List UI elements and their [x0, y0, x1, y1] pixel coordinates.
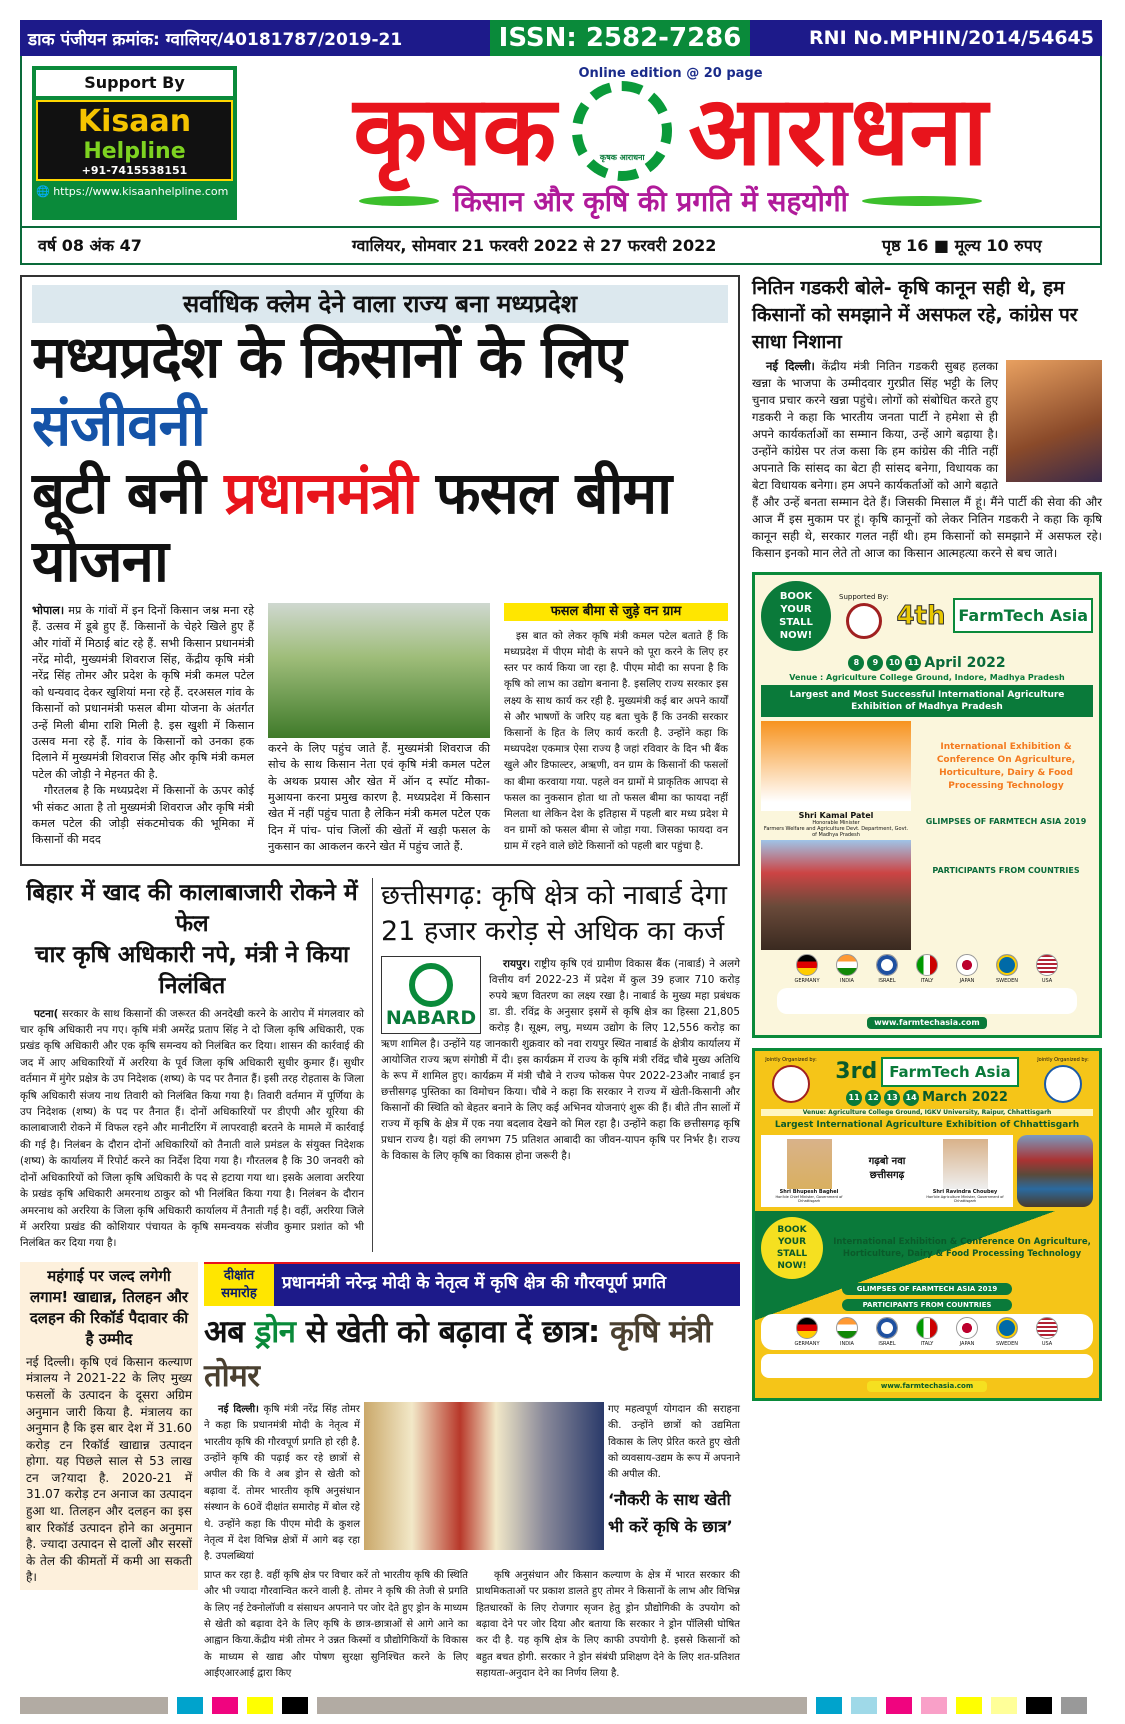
israel-flag-icon — [876, 954, 898, 976]
color-swatch — [886, 1697, 912, 1714]
nabard-emblem-icon — [409, 963, 453, 1007]
gadkari-body-text: केंद्रीय मंत्री नितिन गडकरी सुबह हलका खन्ना के भाजपा के उम्मीदवार गुरप्रीत सिंह भट्टी के लिए चुनाव प्रचार करने खन्ना पहुंचे। लोगों को संबोधित करते हुए गडकरी ने कहा कि भारतीय जनता पार्टी ने हमेशा से ही अपने कार्यकर्ताओं का सम्मान किया, उन्हें आगे बढ़ाया है। उन्होंने कांग्रेस पर तंज कसा कि हम कांग्रेस की नीति नहीं अपनाते कि सांसद का बेटा ही सांसद बनेगा, विधायक का बेटा विधायक बनेगा। हम अपने कार्यकर्ताओं को आगे बढ़ाते हैं और उन्हें बनता सम्मान देते हैं। जिसकी मिसाल मैं हूं। मैंने पार्टी की सेवा की और आज मैं इस मुकाम पर हूं। कृषि कानूनों को लेकर नितिन गडकरी ने कहा कि कृषि कानून सही थे, सरकार गलत नहीं थी। हम किसानों को समझाने में असफल रहे। किसान इनको मान लेते तो आज का किसान आत्महत्या करने से बच जाते। — [752, 358, 1102, 560]
farmtech-logo: FarmTech Asia — [953, 598, 1093, 633]
date-badge: 10 — [886, 655, 902, 671]
lead-dateline: भोपाल। — [32, 603, 65, 617]
print-color-bar — [20, 1697, 1105, 1714]
jointly-organized-label: Jointly Organized by: — [1037, 1056, 1089, 1063]
organizer-strip — [761, 1354, 1093, 1378]
japan-flag-icon — [956, 1317, 978, 1339]
date-badge: 13 — [884, 1090, 900, 1106]
bihar-dateline: पटना( — [34, 1007, 59, 1020]
nabard-dateline: रायपुर। — [503, 957, 531, 970]
year-issue: वर्ष 08 अंक 47 — [38, 236, 142, 256]
headline-text: अब — [204, 1313, 255, 1350]
farmtech-asia-raipur-ad[interactable] — [752, 1048, 1102, 1401]
headline-text: से खेती को बढ़ावा दें छात्र: — [295, 1313, 611, 1350]
farmtech-asia-indore-ad[interactable] — [752, 572, 1102, 1038]
convocation-body-left-text: कृषि मंत्री नरेंद्र सिंह तोमर ने कहा कि प्रधानमंत्री मोदी के नेतृत्व में भारतीय कृषि की गौरवपूर्ण प्रगति हो रही है. उन्होंने कृषि की पढ़ाई कर रहे छात्रों से अपील की कि वे अब ड्रोन से खेती को बढ़ावा दें. तोमर भारतीय कृषि अनुसंधान संस्थान के 60वें दीक्षांत समारोह में बोल रहे थे. उन्होंने कहा कि पीएम मोदी के कुशल नेतृत्व में देश विभिन्न क्षेत्रों में आगे बढ़ रहा है. उपलब्धियां — [204, 1403, 360, 1563]
support-by-label: Support By — [36, 70, 233, 96]
tagline: किसान और कृषि की प्रगति में सहयोगी — [453, 184, 848, 218]
leaders-panel — [761, 1135, 1013, 1207]
country-name: USA — [1041, 1340, 1053, 1347]
exhibition-description: International Exhibition & Conference On Agriculture, Horticulture, Dairy & Food Processing Technology — [833, 1236, 1091, 1259]
dept-text: Farmers Welfare and Agriculture Devt. Department, Govt. of Madhya Pradesh — [763, 825, 909, 838]
rni-number: RNI No.MPHIN/2014/54645 — [809, 27, 1094, 49]
online-edition-note: Online edition @ 20 page — [578, 66, 763, 81]
sweden-flag-icon — [996, 1317, 1018, 1339]
headline-text: फसल बीमा योजना — [32, 458, 672, 595]
convocation-body-right: गए महत्वपूर्ण योगदान की सराहना की. उन्होंने छात्रों को उद्यमिता विकास के लिए प्रेरित करते हुए खेती को व्यवसाय-उद्यम के रूप में अपनाने की अपील की. — [608, 1403, 740, 1481]
gadkari-dateline: नई दिल्ली। — [766, 358, 815, 373]
bihar-body-text: सरकार के साथ किसानों की जरूरत की अनदेखी करने के आरोप में मंगलवार को चार कृषि अधिकारी नप गए। कृषि मंत्री अमरेंद्र प्रताप सिंह ने दो जिला कृषि अधिकारी, एक प्रखंड कृषि अधिकारी और एक कृषि समन्वय को निलंबित कर दिया। शासन की कार्रवाई की जद में आए अधिकारियों में अररिया के पूर्व जिला कृषि अधिकारी सुधीर कुमार हैं। सुधीर वर्तमान में मुंगेर प्रक्षेत्र के उप निदेशक (शष्य) के पद पर तैनात हैं। इसी तरह रोहतास के जिला कृषि अधिकारी संजय नाथ तिवारी को निलंबित किया गया है। तिवारी वर्तमान में पूर्णिया के उप निदेशक (शष्य) के पद पर तैनात हैं। दोनों अधिकारियों पर डीएपी और यूरिया की कालाबाजारी रोकने में विफल रहने और मानीटरिंग में लापरवाही बरतने के मामले में कार्रवाई की गई है। निलंबन के दौरान दोनों अधिकारियों को तैनाती वाले प्रमंडल के संयुक्त निदेशक (शष्य) के कार्यालय में रिपोर्ट करने का निर्देश दिया गया है। गौरतलब है कि 30 जनवरी को दोनों अधिकारियों को जिला कृषि अधिकारी के पद से हटाया गया था। इसके अलावा अररिया के प्रखंड कृषि अधिकारी अमरनाथ ठाकुर को भी निलंबित किया गया है। निलंबन के दौरान अमरनाथ को अररिया के जिला कृषि अधिकारी कार्यालय में तैनाती गई है। वहीं, अररिया जिले में अररिया प्रखंड की कोशियार पंचायत के कृषि समन्वयक संजीव कुमार प्रशांत को भी निलंबित कर दिया गया है। — [20, 1007, 364, 1250]
bihar-story — [20, 878, 372, 1252]
country-name: INDIA — [840, 1340, 854, 1347]
logo-helpline: Helpline — [83, 139, 186, 164]
lead-story — [20, 275, 740, 866]
convocation-banner — [204, 1262, 740, 1306]
person-name: Shri Kamal Patel — [798, 810, 874, 820]
lead-column-2: करने के लिए पहुंच जाते हैं. मुख्यमंत्री शिवराज की सोच के साथ किसान नेता एवं कृषि मंत्री कमल पटेल के अथक प्रयास और खेत में ऑन द स्पॉट मौका- मुआयना करना प्रमुख कारण है. मध्यप्रदेश में किसान खेत में नहीं पहुंच पाता है लेकिन मंत्री कमल पटेल एक दिन में पांच- पांच जिलों की खेतों में खड़ी फसल के नुकसान का आकलन करने खेत में पहुंच जाते हैं. — [268, 741, 490, 854]
helpline-url[interactable] — [36, 185, 233, 198]
website-link[interactable]: www.farmtechasia.com — [867, 1381, 987, 1392]
convocation-body-right2: कृषि अनुसंधान और किसान कल्याण के क्षेत्र में भारत सरकार की प्राथमिकताओं पर प्रकाश डालते हुए तोमर ने किसानों के लाभ और विभिन्न हितधारकों के लिए रोजगार सृजन हेतु ड्रोन प्रौद्योगिकी के उपयोग को बढ़ावा देने पर जोर दिया और बताया कि सरकार ने ड्रोन पॉलिसी घोषित कर दी है. यह कृषि क्षेत्र के लिए काफी उपयोगी है. इससे किसानों को बहुत बचत होगी. सरकार ने ड्रोन संबंधी प्रशिक्षण देने के लिए शत-प्रतिशत सहायता-अनुदान देने का निर्णय लिया है. — [476, 1569, 740, 1680]
newspaper-title-left: कृषक — [353, 75, 557, 187]
bihar-headline-2: चार कृषि अधिकारी नपे, मंत्री ने किया निलंबित — [34, 941, 350, 999]
country-name: SWEDEN — [995, 1340, 1019, 1347]
headline-text: मध्यप्रदेश के किसानों के लिए — [32, 322, 626, 391]
date-badge: 14 — [903, 1090, 919, 1106]
date-badge: 9 — [867, 655, 883, 671]
event-month: March 2022 — [922, 1090, 1008, 1106]
color-swatch — [816, 1697, 842, 1714]
participants-label: PARTICIPANTS FROM COUNTRIES — [932, 865, 1080, 875]
italy-flag-icon — [916, 954, 938, 976]
venue: Venue: Agriculture College Ground, IGKV University, Raipur, Chhattisgarh — [761, 1109, 1093, 1116]
jointly-organized-label: Jointly Organized by: — [765, 1056, 817, 1063]
india-flag-icon — [836, 1317, 858, 1339]
lead-headline-line1 — [32, 323, 728, 459]
nabard-body-text: राष्ट्रीय कृषि एवं ग्रामीण विकास बैंक (नाबार्ड) ने अलगे वित्तीय वर्ग 2022-23 में प्रदेश में कुल 39 हजार 710 करोड़ रुपये ऋण वितरण का लक्ष्य रखा है। नाबार्ड के मुख्य महा प्रबंधक डा. डी. रविंद्र के अनुसार इसमें से कृषि क्षेत्र का हिस्सा 21,805 करोड़ है। सूक्ष्म, लघु, मध्यम उद्योग के लिए 12,556 करोड़ का ऋण शामिल है। उन्होंने यह जानकारी शुक्रवार को नवा रायपुर स्थित नाबार्ड के क्षेत्रीय कार्यालय में आयोजित राज्य ऋण संगोष्ठी में दी। इस कार्यक्रम में राज्य के कृषि मंत्री रविंद्र चौबे मुख्य अतिथि के रूप में शामिल हुए। कार्यक्रम में मंत्री चौबे ने राज्य फोकस पेपर 2022-23और नाबार्ड इन छत्तीसगढ़ पुस्तिका का विमोचन किया। चौबे ने कहा कि सरकार ने राज्य में खेती-किसानी और किसानों की स्थिति को बेहतर बनाने के लिए कई अभिनव योजनाएं शुरू की हैं। बीते तीन सालों में राज्य में कृषि के क्षेत्र में एक नया बदलाव देखने को मिल रहा है। उन्होंने कहा कि छत्तीसगढ़ कृषि प्रधान राज्य है। यहां की लगभग 75 प्रतिशत आबादी का जीवन-यापन कृषि पर निर्भर है। राज्य के विकास के लिए कृषि का विकास होना जरूरी है। — [381, 957, 740, 1162]
kamal-patel-photo — [761, 721, 911, 811]
cg-govt-seal-icon — [772, 1065, 810, 1103]
color-swatch — [956, 1697, 982, 1714]
person2-name: Shri Ravindra Choubey — [932, 1188, 998, 1195]
farmer-family-photo — [268, 603, 490, 738]
swoosh-decoration-right — [862, 196, 982, 206]
website-link[interactable]: www.farmtechasia.com — [867, 1017, 987, 1029]
mp-govt-seal-icon — [846, 603, 882, 639]
headline-highlight-brown: कृषि मंत्री तोमर — [204, 1313, 712, 1394]
lead-col1-text: मप्र के गांवों में इन दिनों किसान जश्न मना रहे हैं. उत्सव में डूबे हुए हैं. किसानों के चेहरे खिले हुए हैं और गांवों में मिठाई बांट रहे हैं. सभी किसान प्रधानमंत्री नरेंद्र मोदी, मुख्यमंत्री शिवराज सिंह, केंद्रीय कृषि मंत्री नरेंद्र सिंह तोमर और प्रदेश के कृषि मंत्री कमल पटेल को धन्यवाद देकर खुशियां मना रहे हैं. दरअसल गांव के किसानों को प्रधानमंत्री फसल बीमा योजना के अंतर्गत उन्हें मिली बीमा राशि मिली है. इस खुशी में किसान उत्सव मना रहे हैं. गांव के किसानों को उनका हक दिलाने में मुख्यमंत्री शिवराज सिंह और कृषि मंत्री कमल पटेल की जोड़ी ने मेहनत की है. — [32, 603, 254, 781]
country-name: USA — [1041, 977, 1053, 984]
headline-highlight-red: प्रधानमंत्री — [224, 458, 417, 527]
nabard-logo — [381, 956, 481, 1034]
color-swatch — [851, 1697, 877, 1714]
masthead — [20, 56, 1102, 265]
color-swatch — [921, 1697, 947, 1714]
convocation-headline — [204, 1310, 740, 1398]
gear-plant-emblem-icon — [572, 81, 672, 181]
headline-text: बूटी बनी — [32, 458, 225, 527]
color-swatch — [212, 1697, 238, 1714]
tractor-field-photo — [1017, 1135, 1093, 1207]
edition-number: 4th — [896, 600, 946, 631]
title-text: Honorable Minister — [812, 819, 860, 826]
person2-title: Hon'ble Agriculture Minister, Government of Chhattisgarh — [926, 1194, 1004, 1203]
glimpses-label: GLIMPSES OF FARMTECH ASIA 2019 — [842, 1283, 1012, 1295]
logo-kisaan: Kisaan — [77, 104, 192, 139]
convocation-story — [204, 1262, 740, 1683]
country-name: INDIA — [840, 977, 854, 984]
swoosh-decoration-left — [359, 196, 439, 206]
convocation-pull-quote: ‘नौकरी के साथ खेती भी करें कृषि के छात्र’ — [608, 1489, 733, 1536]
emblem-text: कृषक आराधना — [599, 153, 645, 163]
date-badge: 11 — [905, 655, 921, 671]
country-flags — [761, 954, 1093, 984]
color-swatch — [317, 1697, 807, 1714]
participants-label: PARTICIPANTS FROM COUNTRIES — [842, 1299, 1012, 1311]
country-name: GERMANY — [794, 1340, 820, 1347]
inflation-story — [20, 1262, 198, 1590]
gadkari-headline: नितिन गडकरी बोले- कृषि कानून सही थे, हम किसानों को समझाने में असफल रहे, कांग्रेस पर साधा निशाना — [752, 276, 1078, 353]
lead-column-1 — [32, 603, 254, 856]
lead-column-3 — [504, 603, 728, 856]
ad-tagline: Largest International Agriculture Exhibition of Chhattisgarh — [774, 1119, 1080, 1130]
gadkari-story — [752, 275, 1102, 562]
kisaan-helpline-ad[interactable] — [32, 66, 237, 220]
lead-col3-text: इस बात को लेकर कृषि मंत्री कमल पटेल बताते हैं कि मध्यप्रदेश में पीएम मोदी के सपने को पूरा करने के लिए हर स्तर पर कार्य किया जा रहा है. पीएम मोदी का सपना है कि कृषि को लाभ का उद्योग बनाना है. इसलिए राज्य सरकार इस लक्ष्य के साथ कार्य कर रही है. मुख्यमंत्री कई बार अपने कार्यों से और भाषणों के जरिए यह बता चुके हैं कि उनकी सरकार किसानों के हित के लिए कार्य करती है. उन्होंने कहा कि मध्यपदेश एकमात्र ऐसा राज्य है जहां रविवार के दिन भी बैंक खुले और डिफाल्टर, अऋणी, वन ग्राम के किसानों की फसलों का बीमा करवाया गया. पहले वन ग्रामों मे प्राकृतिक आपदा से फसल का नुकसान होता था तो फसल बीमा का फायदा नहीं मिलता था लेकिन देश के इतिहास में पहली बार मध्य प्रदेश मे वन ग्रामों को फसल बीमा से जोड़ा गया. जिसका फायदा वन ग्राम में रहने वाले छोटे किसानों को पहली बार पहुंचा है. — [504, 630, 728, 853]
helpline-url-text: https://www.kisaanhelpline.com — [53, 185, 229, 198]
supported-by-label: Supported By: — [839, 592, 889, 601]
usa-flag-icon — [1036, 954, 1058, 976]
lead-headline-line2 — [32, 459, 728, 595]
person1-name: Shri Bhupesh Baghel — [779, 1188, 839, 1195]
country-name: GERMANY — [794, 977, 820, 984]
bihar-headline-1: बिहार में खाद की कालाबाजारी रोकने में फेल — [26, 879, 358, 937]
country-name: ISRAEL — [878, 1340, 896, 1347]
ad-tagline: Largest and Most Successful International Agriculture Exhibition of Madhya Pradesh — [761, 685, 1093, 717]
lead-col1b-text: गौरतलब है कि मध्यप्रदेश में किसानों के ऊपर कोई भी संकट आता है तो मुख्यमंत्री शिवराज और कृषि मंत्री कमल पटेल की जोड़ी संकटमोचक की भूमिका में किसानों की मदद — [32, 784, 254, 847]
germany-flag-icon — [796, 954, 818, 976]
farmtech-logo: FarmTech Asia — [881, 1057, 1019, 1087]
glimpses-label: GLIMPSES OF FARMTECH ASIA 2019 — [925, 816, 1087, 826]
convocation-body-left — [204, 1402, 360, 1566]
gadkari-photo — [1006, 360, 1102, 482]
date-badge: 12 — [865, 1090, 881, 1106]
headline-highlight-blue: संजीवनी — [32, 390, 205, 459]
sweden-flag-icon — [996, 954, 1018, 976]
convocation-dateline: नई दिल्ली। — [218, 1403, 259, 1415]
israel-flag-icon — [876, 1317, 898, 1339]
nabard-logo-text: NABARD — [385, 1006, 477, 1029]
color-swatch — [1061, 1697, 1087, 1714]
color-swatch — [247, 1697, 273, 1714]
country-name: JAPAN — [959, 1340, 975, 1347]
event-month: April 2022 — [924, 654, 1006, 671]
headline-highlight-green: ड्रोन — [254, 1313, 296, 1350]
person-title — [761, 820, 911, 838]
color-swatch — [1026, 1697, 1052, 1714]
igkv-seal-icon — [1044, 1065, 1082, 1103]
color-swatch — [282, 1697, 308, 1714]
exhibition-description: International Exhibition & Conference On Agriculture, Horticulture, Dairy & Food Processing Technology — [936, 741, 1076, 791]
event-dates — [761, 655, 1093, 671]
globe-icon: 🌐 — [36, 185, 50, 198]
helpline-phone: +91-7415538151 — [81, 164, 188, 177]
bihar-body — [20, 1006, 364, 1252]
book-stall-badge: BOOK YOUR STALL NOW! — [761, 1217, 823, 1279]
issue-date: ग्वालियर, सोमवार 21 फरवरी 2022 से 27 फरवरी 2022 — [352, 236, 717, 256]
country-name: ITALY — [920, 977, 934, 984]
issn-number: ISSN: 2582-7286 — [490, 20, 750, 56]
book-stall-badge: BOOK YOUR STALL NOW! — [761, 581, 831, 651]
lead-kicker: सर्वाधिक क्लेम देने वाला राज्य बना मध्यप्रदेश — [32, 285, 728, 323]
nabard-headline-2: 21 हजार करोड़ से अधिक का कर्ज — [381, 915, 725, 947]
country-name: ISRAEL — [878, 977, 896, 984]
color-swatch — [991, 1697, 1017, 1714]
date-badge: 11 — [846, 1090, 862, 1106]
nava-chhattisgarh-logo: गढ़बो नवा छत्तीसगढ़ — [868, 1155, 906, 1181]
country-name: SWEDEN — [995, 977, 1019, 984]
convocation-body-left2: प्राप्त कर रहा है. वहीं कृषि क्षेत्र पर विचार करें तो भारतीय कृषि की स्थिति और भी ज्यादा गौरवान्वित करने वाली है. तोमर ने कृषि की तेजी से प्रगति के लिए नई टेक्नोलॉजी व संसाधन अपनाने पर जोर देते हुए ड्रोन के माध्यम से खेती को बढ़ावा देने के लिए कृषि के छात्र-छात्राओं से आगे आने का आह्वान किया.केंद्रीय मंत्री तोमर ने उन्नत किस्मों व प्रौद्योगिकियों के विकास के माध्यम से खाद्य और पोषण सुरक्षा सुनिश्चित करने के लिए आईएआरआई द्वारा किए — [204, 1569, 468, 1680]
pages-price: पृष्ठ 16 ■ मूल्य 10 रुपए — [882, 236, 1042, 256]
organizer-strip — [777, 988, 1077, 1014]
inflation-body: नई दिल्ली। कृषि एवं किसान कल्याण मंत्रालय ने 2021-22 के लिए मुख्य फसलों के उत्पादन के दूसरा अग्रिम अनुमान जारी किया है. मंत्रालय का अनुमान है कि इस बार देश में 31.60 करोड़ टन रिकॉर्ड खाद्यान्न उत्पादन होगा. यह पिछले साल से 53 लाख टन ज?यादा है. 2020-21 में 31.07 करोड़ टन अनाज का उत्पादन हुआ था. तिलहन और दलहन का इस बार रिकॉर्ड उत्पादन होने का अनुमान है. ज्यादा उत्पादन से दालों और सरसों के तेल की कीमतों में कमी आ सकती है। — [26, 1354, 192, 1585]
edition-number: 3rd — [835, 1059, 878, 1085]
tractor-photo — [761, 840, 911, 950]
germany-flag-icon — [796, 1317, 818, 1339]
venue: Venue : Agriculture College Ground, Indore, Madhya Pradesh — [789, 672, 1065, 682]
country-name: JAPAN — [959, 977, 975, 984]
convocation-ceremony-photo — [364, 1402, 604, 1550]
usa-flag-icon — [1036, 1317, 1058, 1339]
color-swatch — [20, 1697, 168, 1714]
ravindra-choubey-photo — [943, 1139, 988, 1189]
japan-flag-icon — [956, 954, 978, 976]
date-badge: 8 — [848, 655, 864, 671]
postal-registration: डाक पंजीयन क्रमांक: ग्वालियर/40181787/2019-21 — [28, 29, 403, 50]
issue-dateline — [22, 226, 1100, 263]
italy-flag-icon — [916, 1317, 938, 1339]
kisaan-helpline-logo — [36, 100, 233, 181]
event-dates — [829, 1090, 1025, 1106]
top-info-bar — [20, 20, 1102, 56]
country-name: ITALY — [920, 1340, 934, 1347]
nabard-headline-1: छत्तीसगढ़: कृषि क्षेत्र को नाबार्ड देगा — [381, 879, 727, 911]
india-flag-icon — [836, 954, 858, 976]
inflation-headline: महंगाई पर जल्द लगेगी लगाम! खाद्यान्न, तिलहन और दलहन की रिकॉर्ड पैदावार की है उम्मीद — [29, 1266, 189, 1348]
person1-title: Hon'ble Chief Minister, Government of Chhattisgarh — [775, 1194, 843, 1203]
nabard-story — [373, 878, 740, 1252]
newspaper-title-right: आराधना — [688, 75, 988, 187]
sub-heading: फसल बीमा से जुड़े वन ग्राम — [504, 603, 728, 621]
convocation-banner-text: प्रधानमंत्री नरेन्द्र मोदी के नेतृत्व में कृषि क्षेत्र की गौरवपूर्ण प्रगति — [282, 1272, 667, 1293]
country-flags — [761, 1314, 1093, 1350]
bhupesh-baghel-photo — [787, 1139, 832, 1189]
color-swatch — [177, 1697, 203, 1714]
convocation-label: दीक्षांत समारोह — [204, 1264, 274, 1306]
